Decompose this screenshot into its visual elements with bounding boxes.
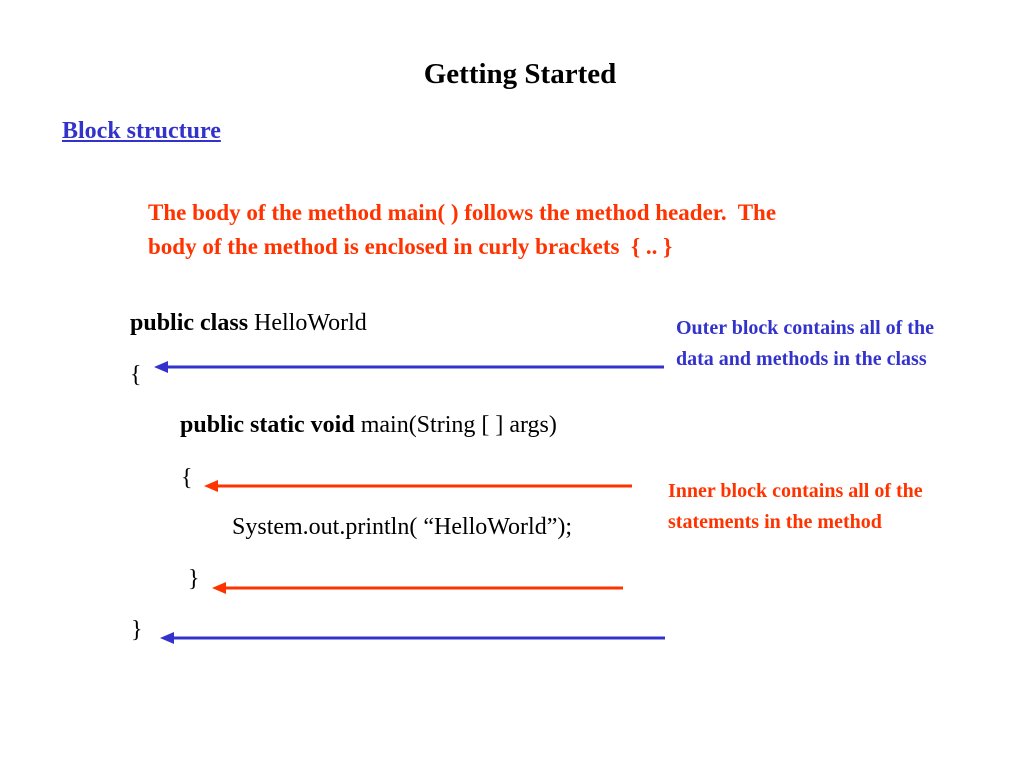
- inner-note-line-2: statements in the method: [668, 511, 882, 533]
- code-close-outer-brace: }: [131, 617, 143, 643]
- inner-note-line-1: Inner block contains all of the: [668, 480, 923, 502]
- inner-block-note: [668, 476, 923, 538]
- outer-open-arrow: [154, 361, 664, 373]
- block-structure-link[interactable]: Block structure: [62, 118, 221, 144]
- outer-close-arrow: [160, 632, 665, 644]
- outer-block-note: [676, 313, 934, 375]
- intro-paragraph: [148, 196, 948, 264]
- code-method-keywords: public static void: [180, 412, 355, 438]
- code-open-outer-brace: {: [130, 362, 142, 388]
- code-class-declaration: [130, 309, 367, 337]
- outer-note-line-2: data and methods in the class: [676, 348, 927, 370]
- code-class-name: HelloWorld: [248, 310, 367, 336]
- code-class-keywords: public class: [130, 310, 249, 336]
- inner-open-arrow: [204, 480, 632, 492]
- code-statement: System.out.println( “HelloWorld”);: [232, 514, 573, 540]
- intro-line-1: The body of the method main( ) follows the method header. The: [148, 200, 777, 225]
- slide-title: Getting Started: [423, 58, 617, 90]
- inner-close-arrow: [212, 582, 623, 594]
- code-method-signature: main(String [ ] args): [354, 412, 557, 438]
- code-open-inner-brace: {: [181, 465, 193, 491]
- outer-note-line-1: Outer block contains all of the: [676, 317, 934, 339]
- code-close-inner-brace: }: [188, 566, 200, 592]
- code-method-declaration: [180, 411, 557, 439]
- intro-line-2: body of the method is enclosed in curly brackets { .. }: [148, 234, 673, 259]
